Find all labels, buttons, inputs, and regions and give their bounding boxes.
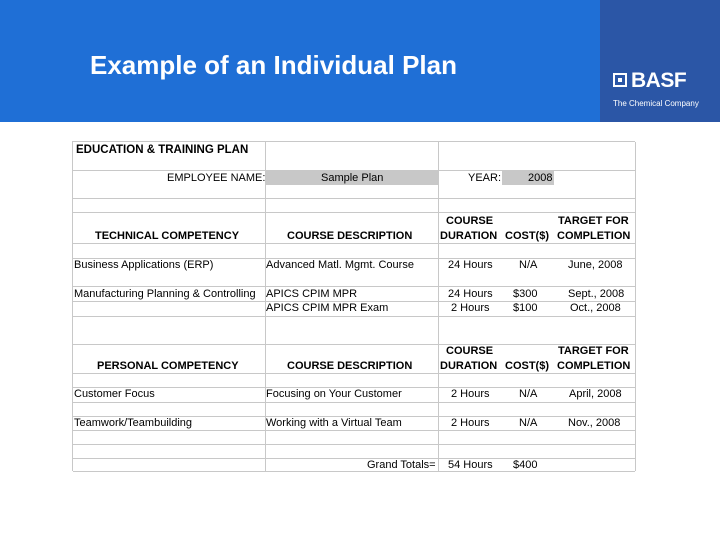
grid-line <box>73 402 635 403</box>
grid-line <box>73 430 635 431</box>
table-cell-cost: N/A <box>519 388 538 400</box>
personal-competency-header: PERSONAL COMPETENCY <box>97 360 239 372</box>
table-cell-target: Sept., 2008 <box>568 288 625 300</box>
slide-title: Example of an Individual Plan <box>90 50 457 80</box>
grand-totals-label: Grand Totals= <box>367 459 436 471</box>
course-description-header: COURSE DESCRIPTION <box>287 230 413 242</box>
year-value: 2008 <box>528 172 553 184</box>
grid-line <box>73 212 635 213</box>
training-plan-sheet <box>72 141 635 471</box>
table-cell-cost: $300 <box>513 288 538 300</box>
course-description-header: COURSE DESCRIPTION <box>287 360 413 372</box>
course-header: COURSE <box>446 215 494 227</box>
grid-line <box>73 373 635 374</box>
table-cell-duration: 24 Hours <box>448 259 493 271</box>
table-cell-target: Oct., 2008 <box>570 302 621 314</box>
table-cell-competency: Teamwork/Teambuilding <box>74 417 192 429</box>
table-cell-description: APICS CPIM MPR Exam <box>266 302 389 314</box>
table-cell-cost: N/A <box>519 259 538 271</box>
grid-line <box>438 142 439 471</box>
grid-line <box>73 458 635 459</box>
basf-logo <box>600 0 720 122</box>
grid-line <box>73 286 635 287</box>
grid-line <box>73 444 635 445</box>
table-cell-target: April, 2008 <box>569 388 622 400</box>
cost-header: COST($) <box>505 230 549 242</box>
completion-header: COMPLETION <box>557 230 631 242</box>
employee-name-value: Sample Plan <box>321 172 384 184</box>
logo-tagline: The Chemical Company <box>613 99 699 108</box>
table-cell-cost: $100 <box>513 302 538 314</box>
grid-line <box>635 142 636 471</box>
employee-name-label: EMPLOYEE NAME: <box>167 172 266 184</box>
table-cell-duration: 2 Hours <box>451 388 490 400</box>
table-cell-target: June, 2008 <box>568 259 623 271</box>
table-cell-duration: 2 Hours <box>451 417 490 429</box>
table-cell-competency: Customer Focus <box>74 388 155 400</box>
year-label: YEAR: <box>468 172 502 184</box>
grid-line <box>73 198 635 199</box>
plan-heading: EDUCATION & TRAINING PLAN <box>76 144 249 156</box>
grid-line <box>73 316 635 317</box>
table-cell-description: Working with a Virtual Team <box>266 417 402 429</box>
table-cell-description: Advanced Matl. Mgmt. Course <box>266 259 414 271</box>
duration-header: DURATION <box>440 230 498 242</box>
logo-square-icon <box>613 73 627 87</box>
table-cell-description: APICS CPIM MPR <box>266 288 358 300</box>
grand-total-cost: $400 <box>513 459 538 471</box>
grid-line <box>73 243 635 244</box>
table-cell-cost: N/A <box>519 417 538 429</box>
course-header: COURSE <box>446 345 494 357</box>
table-cell-duration: 2 Hours <box>451 302 490 314</box>
grand-total-duration: 54 Hours <box>448 459 493 471</box>
table-cell-target: Nov., 2008 <box>568 417 621 429</box>
target-for-header: TARGET FOR <box>558 215 629 227</box>
grid-line <box>73 344 635 345</box>
grid-line <box>73 471 635 472</box>
duration-header: DURATION <box>440 360 498 372</box>
cost-header: COST($) <box>505 360 549 372</box>
table-cell-description: Focusing on Your Customer <box>266 388 402 400</box>
table-cell-duration: 24 Hours <box>448 288 493 300</box>
completion-header: COMPLETION <box>557 360 631 372</box>
table-cell-competency: Business Applications (ERP) <box>74 259 214 271</box>
target-for-header: TARGET FOR <box>558 345 629 357</box>
table-cell-competency: Manufacturing Planning & Controlling <box>74 288 256 300</box>
logo-wordmark: BASF <box>631 69 687 92</box>
technical-competency-header: TECHNICAL COMPETENCY <box>95 230 240 242</box>
